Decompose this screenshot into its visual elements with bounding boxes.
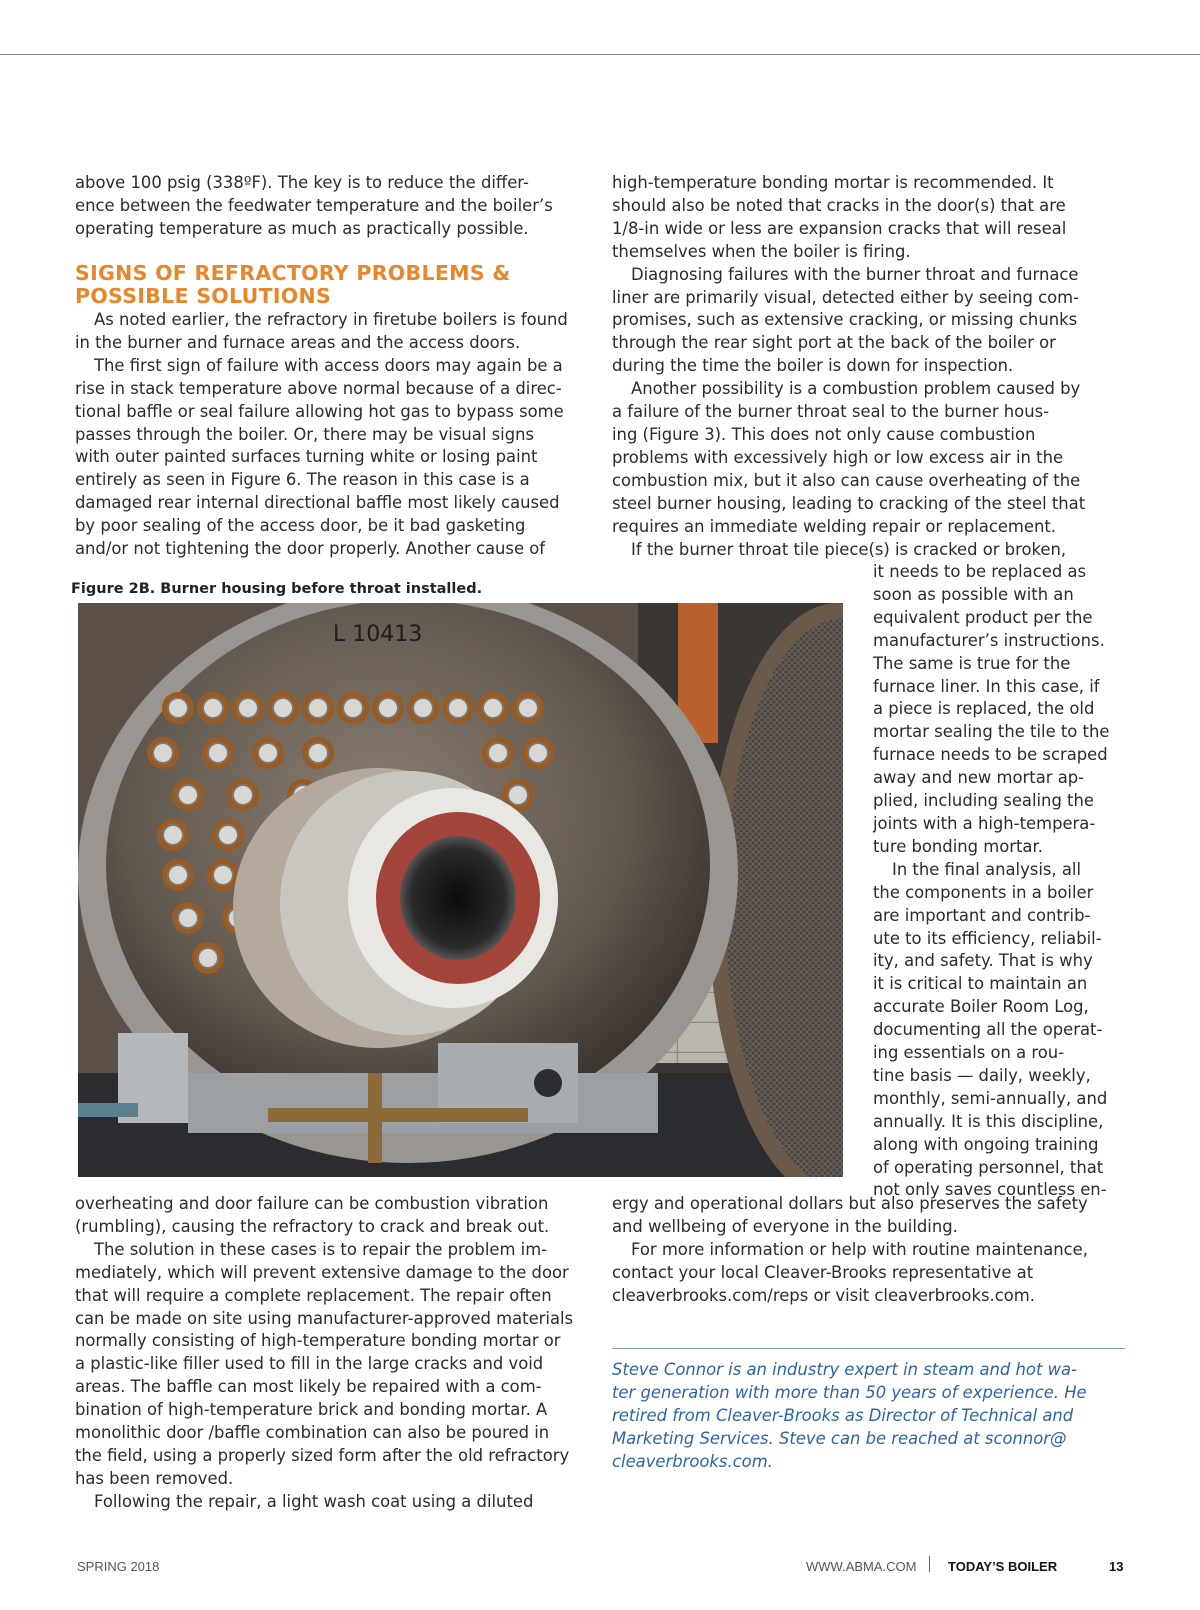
tube-end: [518, 698, 538, 718]
body-line: manufacturer’s instructions.: [873, 630, 1105, 650]
left-col-bottom: [75, 1193, 595, 1514]
body-line: cleaverbrooks.com/reps or visit cleaverbrooks.com.: [612, 1285, 1035, 1305]
bio-line: Steve Connor is an industry expert in steam and hot wa-: [612, 1360, 1077, 1379]
tube-end: [238, 698, 258, 718]
body-line: In the final analysis, all: [892, 859, 1081, 879]
section-heading: [75, 262, 585, 308]
left-col-top: [75, 172, 595, 241]
body-line: above 100 psig (338ºF). The key is to reduce the differ-: [75, 173, 529, 192]
tube-end: [258, 743, 278, 763]
body-line: by poor sealing of the access door, be it bad gasketing: [75, 516, 526, 536]
body-line: ergy and operational dollars but also preserves the safety: [612, 1194, 1088, 1213]
author-bio: [612, 1359, 1132, 1474]
body-line: The same is true for the: [873, 653, 1071, 673]
body-line: requires an immediate welding repair or replacement.: [612, 516, 1056, 536]
body-line: furnace needs to be scraped: [873, 745, 1108, 765]
body-line: promises, such as extensive cracking, or missing chunks: [612, 310, 1078, 330]
tube-end: [308, 698, 328, 718]
bio-line: cleaverbrooks.com.: [612, 1451, 773, 1471]
body-line: (rumbling), causing the refractory to crack and break out.: [75, 1216, 550, 1236]
tube-end: [528, 743, 548, 763]
bio-line: retired from Cleaver-Brooks as Director of Technical and: [612, 1405, 1074, 1425]
body-line: The first sign of failure with access doors may again be a: [94, 355, 563, 375]
body-line: a piece is replaced, the old: [873, 699, 1095, 719]
tube-end: [413, 698, 433, 718]
body-line: of operating personnel, that: [873, 1157, 1104, 1177]
body-line: are important and contrib-: [873, 905, 1091, 925]
tube-end: [203, 698, 223, 718]
section-heading-line: SIGNS OF REFRACTORY PROBLEMS &: [75, 261, 511, 285]
bio-divider: [612, 1348, 1125, 1349]
right-col-bottom: [612, 1193, 1132, 1308]
body-line: accurate Boiler Room Log,: [873, 997, 1089, 1017]
body-line: plied, including sealing the: [873, 791, 1094, 811]
right-col-top: [612, 172, 1132, 561]
footer-separator: [929, 1556, 930, 1572]
tube-end: [163, 825, 183, 845]
body-line: themselves when the boiler is firing.: [612, 241, 911, 261]
body-line: has been removed.: [75, 1468, 234, 1488]
body-line: it needs to be replaced as: [873, 562, 1087, 581]
body-line: liner are primarily visual, detected either by seeing com-: [612, 287, 1080, 307]
body-line: equivalent product per the: [873, 607, 1093, 627]
body-line: monthly, semi-annually, and: [873, 1088, 1108, 1108]
tube-end: [153, 743, 173, 763]
body-line: high-temperature bonding mortar is recommended. It: [612, 173, 1054, 192]
shell-marking: L 10413: [333, 622, 423, 647]
body-line: problems with excessively high or low excess air in the: [612, 447, 1064, 467]
tube-end: [213, 865, 233, 885]
section-heading-line: POSSIBLE SOLUTIONS: [75, 284, 332, 308]
body-line: soon as possible with an: [873, 584, 1074, 604]
body-line: not only saves countless en-: [873, 1180, 1107, 1200]
body-line: along with ongoing training: [873, 1134, 1099, 1154]
body-line: documenting all the operat-: [873, 1020, 1103, 1040]
body-line: it is critical to maintain an: [873, 974, 1088, 994]
body-line: ence between the feedwater temperature and the boiler’s: [75, 195, 553, 215]
body-line: contact your local Cleaver-Brooks representative at: [612, 1262, 1034, 1282]
bio-line: Marketing Services. Steve can be reached at sconnor@: [612, 1428, 1067, 1448]
body-line: through the rear sight port at the back of the boiler or: [612, 333, 1056, 353]
body-line: and wellbeing of everyone in the building.: [612, 1216, 958, 1236]
body-line: mediately, which will prevent extensive damage to the door: [75, 1262, 569, 1282]
body-line: Diagnosing failures with the burner throat and furnace: [631, 264, 1079, 284]
body-line: operating temperature as much as practically possible.: [75, 218, 529, 238]
body-line: areas. The baffle can most likely be repaired with a com-: [75, 1377, 542, 1397]
body-line: tine basis — daily, weekly,: [873, 1065, 1091, 1085]
body-line: Following the repair, a light wash coat using a diluted: [94, 1491, 534, 1511]
footer-issue: SPRING 2018: [77, 1559, 160, 1574]
tube-end: [168, 865, 188, 885]
body-line: the components in a boiler: [873, 882, 1094, 902]
tube-end: [488, 743, 508, 763]
footer-url[interactable]: WWW.ABMA.COM: [806, 1559, 917, 1574]
body-line: can be made on site using manufacturer-approved materials: [75, 1308, 574, 1328]
body-line: away and new mortar ap-: [873, 768, 1085, 788]
bio-line: ter generation with more than 50 years of experience. He: [612, 1382, 1087, 1402]
body-line: passes through the boiler. Or, there may be visual signs: [75, 424, 535, 444]
body-line: For more information or help with routine maintenance,: [631, 1239, 1088, 1259]
body-line: and/or not tightening the door properly. Another cause of: [75, 539, 546, 559]
body-line: 1/8-in wide or less are expansion cracks that will reseal: [612, 218, 1067, 238]
boiler-illustration: [78, 603, 843, 1177]
body-line: furnace liner. In this case, if: [873, 676, 1100, 696]
body-line: that will require a complete replacement. The repair often: [75, 1285, 552, 1305]
tube-end: [508, 785, 528, 805]
body-line: ture bonding mortar.: [873, 836, 1043, 856]
body-line: If the burner throat tile piece(s) is cracked or broken,: [631, 539, 1067, 559]
top-rule: [0, 54, 1200, 55]
body-line: Another possibility is a combustion problem caused by: [631, 379, 1081, 399]
right-col-narrow: [873, 561, 1133, 1202]
body-line: with outer painted surfaces turning white or losing paint: [75, 447, 538, 467]
body-line: entirely as seen in Figure 6. The reason in this case is a: [75, 470, 530, 490]
body-line: mortar sealing the tile to the: [873, 722, 1110, 742]
body-line: ing essentials on a rou-: [873, 1043, 1065, 1063]
body-line: bination of high-temperature brick and bonding mortar. A: [75, 1400, 548, 1420]
left-col-mid: [75, 309, 595, 561]
tube-end: [378, 698, 398, 718]
tube-end: [198, 948, 218, 968]
body-line: during the time the boiler is down for inspection.: [612, 356, 1014, 376]
tube-end: [208, 743, 228, 763]
tube-end: [483, 698, 503, 718]
body-line: The solution in these cases is to repair the problem im-: [94, 1239, 548, 1259]
body-line: As noted earlier, the refractory in firetube boilers is found: [94, 310, 568, 329]
page-number: 13: [1109, 1559, 1124, 1574]
tube-end: [178, 908, 198, 928]
body-line: ity, and safety. That is why: [873, 951, 1093, 971]
body-line: damaged rear internal directional baffle most likely caused: [75, 493, 560, 513]
body-line: overheating and door failure can be combustion vibration: [75, 1194, 549, 1213]
body-line: ute to its efficiency, reliabil-: [873, 928, 1102, 948]
tube-end: [218, 825, 238, 845]
body-line: steel burner housing, leading to cracking of the steel that: [612, 493, 1086, 513]
body-line: tional baffle or seal failure allowing hot gas to bypass some: [75, 401, 564, 421]
body-line: combustion mix, but it also can cause overheating of the: [612, 470, 1081, 490]
body-line: the field, using a properly sized form after the old refractory: [75, 1445, 570, 1465]
body-line: should also be noted that cracks in the door(s) that are: [612, 195, 1066, 215]
body-line: rise in stack temperature above normal because of a direc-: [75, 378, 562, 398]
body-line: monolithic door /baffle combination can also be poured in: [75, 1423, 550, 1443]
body-line: joints with a high-tempera-: [873, 813, 1096, 833]
tube-end: [233, 785, 253, 805]
tube-end: [168, 698, 188, 718]
body-line: a failure of the burner throat seal to the burner hous-: [612, 402, 1050, 422]
body-line: ing (Figure 3). This does not only cause combustion: [612, 424, 1036, 444]
boiler-photo: [78, 603, 843, 1177]
figure-caption: Figure 2B. Burner housing before throat installed.: [71, 581, 483, 597]
body-line: annually. It is this discipline,: [873, 1111, 1104, 1131]
body-line: normally consisting of high-temperature bonding mortar or: [75, 1331, 561, 1351]
body-line: a plastic-like filler used to fill in the large cracks and void: [75, 1354, 544, 1374]
body-line: in the burner and furnace areas and the access doors.: [75, 332, 521, 352]
tube-end: [178, 785, 198, 805]
tube-end: [448, 698, 468, 718]
tube-end: [343, 698, 363, 718]
tube-end: [273, 698, 293, 718]
tube-end: [308, 743, 328, 763]
footer-magazine: TODAY’S BOILER: [948, 1559, 1058, 1574]
